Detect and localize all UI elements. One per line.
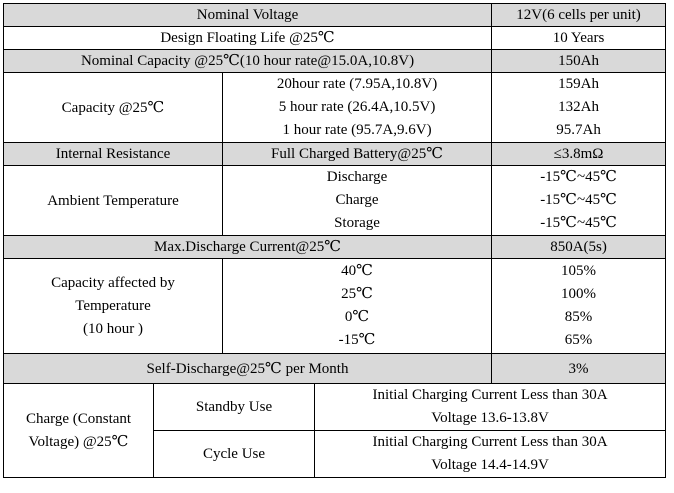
ambient-values bbox=[492, 166, 666, 236]
charge-spec-line: Voltage 14.4-14.9V bbox=[431, 457, 549, 473]
row-nominal-voltage bbox=[4, 4, 666, 27]
internal-resistance-label: Internal Resistance bbox=[4, 143, 223, 166]
row-self-discharge bbox=[4, 354, 666, 384]
temperature-value: 100% bbox=[561, 286, 597, 302]
capacity-temperature-label-line: (10 hour ) bbox=[83, 320, 143, 337]
capacity-conditions bbox=[223, 73, 492, 143]
ambient-condition: Charge bbox=[335, 192, 379, 208]
battery-spec-table bbox=[3, 3, 666, 478]
temperature-condition: -15℃ bbox=[338, 332, 376, 348]
internal-resistance-value: ≤3.8mΩ bbox=[492, 143, 666, 166]
capacity-label: Capacity @25℃ bbox=[4, 73, 223, 143]
capacity-value: 95.7Ah bbox=[556, 122, 601, 138]
max-discharge-label: Max.Discharge Current@25℃ bbox=[4, 236, 492, 259]
row-nominal-capacity bbox=[4, 50, 666, 73]
capacity-temperature-label-line: Temperature bbox=[75, 297, 151, 314]
capacity-condition: 20hour rate (7.95A,10.8V) bbox=[276, 76, 438, 92]
design-life-value: 10 Years bbox=[492, 27, 666, 50]
charge-cycle-spec bbox=[315, 431, 666, 478]
charge-spec-line: Voltage 13.6-13.8V bbox=[431, 410, 549, 426]
capacity-temperature-conditions bbox=[223, 259, 492, 354]
self-discharge-value: 3% bbox=[492, 354, 666, 384]
row-internal-resistance bbox=[4, 143, 666, 166]
capacity-values bbox=[492, 73, 666, 143]
capacity-value: 159Ah bbox=[558, 76, 599, 92]
ambient-conditions bbox=[223, 166, 492, 236]
charge-spec-line: Initial Charging Current Less than 30A bbox=[372, 434, 608, 450]
nominal-capacity-label: Nominal Capacity @25℃(10 hour rate@15.0A,10.8V) bbox=[4, 50, 492, 73]
capacity-condition: 1 hour rate (95.7A,9.6V) bbox=[282, 122, 432, 138]
self-discharge-label: Self-Discharge@25℃ per Month bbox=[4, 354, 492, 384]
row-capacity-temperature bbox=[4, 259, 666, 354]
temperature-value: 105% bbox=[561, 263, 597, 279]
ambient-value: -15℃~45℃ bbox=[540, 192, 617, 208]
row-capacity bbox=[4, 73, 666, 143]
charge-label-line: Voltage) @25℃ bbox=[28, 433, 129, 450]
temperature-value: 85% bbox=[564, 309, 593, 325]
nominal-capacity-value: 150Ah bbox=[492, 50, 666, 73]
internal-resistance-condition: Full Charged Battery@25℃ bbox=[223, 143, 492, 166]
nominal-voltage-value: 12V(6 cells per unit) bbox=[492, 4, 666, 27]
row-charge-standby bbox=[4, 384, 666, 431]
max-discharge-value: 850A(5s) bbox=[492, 236, 666, 259]
charge-label bbox=[4, 384, 154, 478]
charge-mode-cycle: Cycle Use bbox=[154, 431, 315, 478]
temperature-condition: 40℃ bbox=[341, 263, 373, 279]
capacity-temperature-label bbox=[4, 259, 223, 354]
ambient-condition: Storage bbox=[334, 215, 380, 231]
temperature-value: 65% bbox=[564, 332, 593, 348]
capacity-condition: 5 hour rate (26.4A,10.5V) bbox=[278, 99, 436, 115]
charge-label-line: Charge (Constant bbox=[25, 410, 132, 427]
ambient-value: -15℃~45℃ bbox=[540, 169, 617, 185]
row-max-discharge bbox=[4, 236, 666, 259]
temperature-condition: 0℃ bbox=[344, 309, 370, 325]
ambient-temperature-label: Ambient Temperature bbox=[4, 166, 223, 236]
charge-standby-spec bbox=[315, 384, 666, 431]
design-life-label: Design Floating Life @25℃ bbox=[4, 27, 492, 50]
row-design-life bbox=[4, 27, 666, 50]
capacity-value: 132Ah bbox=[558, 99, 599, 115]
capacity-temperature-label-line: Capacity affected by bbox=[51, 274, 175, 291]
charge-mode-standby: Standby Use bbox=[154, 384, 315, 431]
ambient-condition: Discharge bbox=[326, 169, 388, 185]
temperature-condition: 25℃ bbox=[341, 286, 373, 302]
capacity-temperature-values bbox=[492, 259, 666, 354]
charge-spec-line: Initial Charging Current Less than 30A bbox=[372, 387, 608, 403]
nominal-voltage-label: Nominal Voltage bbox=[4, 4, 492, 27]
ambient-value: -15℃~45℃ bbox=[540, 215, 617, 231]
row-ambient-temperature bbox=[4, 166, 666, 236]
